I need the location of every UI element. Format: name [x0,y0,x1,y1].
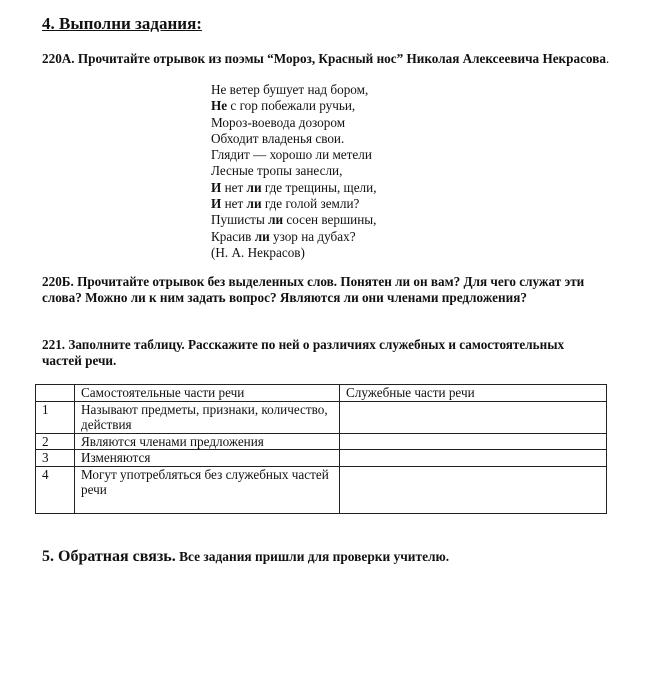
header-auxiliary-cell: Служебные части речи [340,385,607,402]
table-row [36,401,607,433]
poem-line [211,180,377,196]
parts-of-speech-table [35,384,607,514]
auxiliary-answer-cell[interactable] [340,450,607,467]
poem-bold-word: ли [268,212,284,228]
poem-bold-word: ли [246,196,262,212]
poem-line-text: (Н. А. Некрасов) [211,244,305,260]
task-220b-instruction: 220Б. Прочитайте отрывок без выделенных слов. Понятен ли он вам? Для чего служат эти слова? Можно ли к ним задать вопрос? Являются ли они членами предложения? [42,274,585,305]
poem-line-text: узор на дубах? [269,228,356,244]
poem-line-text: где трещины, щели, [261,179,377,195]
table-row [36,450,607,467]
poem-line-text: Лесные тропы занесли, [211,163,343,179]
poem-line-text: нет [221,179,247,195]
task-220a-tail: . [605,51,610,66]
poem-attribution [211,245,377,261]
row-num-cell: 3 [36,450,75,467]
task-220a-text: 220А. Прочитайте отрывок из поэмы “Мороз, Красный нос” Николая Алексеевича Некрасова [42,51,606,66]
poem-line [211,147,377,163]
poem-line-text: Мороз-воевода дозором [211,114,346,130]
poem-bold-word: Не [211,98,228,114]
independent-cell: Могут употребляться без служебных частей речи [75,466,340,513]
auxiliary-answer-cell[interactable] [340,466,607,513]
poem-line-text: Глядит — хорошо ли метели [211,147,372,163]
row-num-cell: 4 [36,466,75,513]
poem-line-text: Обходит владенья свои. [211,130,345,146]
header-num-cell [36,385,75,402]
poem-line [211,229,377,245]
poem-bold-word: И [211,179,222,195]
poem-line-text: Пушисты [211,212,269,228]
row-num-cell: 2 [36,433,75,450]
table-row [36,466,607,513]
section-4-heading: 4. Выполни задания: [42,14,202,33]
poem-line-text: Не ветер бушует над бором, [211,82,369,97]
section-5-title: 5. Обратная связь. [42,548,176,565]
poem-line [211,115,377,131]
poem-line-text: нет [221,196,247,212]
poem-line [211,131,377,147]
poem-bold-word: И [211,196,222,212]
poem-bold-word: ли [254,228,270,244]
poem-excerpt [211,82,377,261]
task-220a-instruction [42,51,612,67]
poem-line [211,98,377,114]
header-independent-cell: Самостоятельные части речи [75,385,340,402]
poem-line [211,196,377,212]
poem-line [211,163,377,179]
poem-line-text: где голой земли? [261,196,360,212]
table-row [36,433,607,450]
row-num-cell: 1 [36,401,75,433]
auxiliary-answer-cell[interactable] [340,401,607,433]
task-221-instruction: 221. Заполните таблицу. Расскажите по ней о различиях служебных и самостоятельных частей речи. [42,337,565,368]
poem-line [211,212,377,228]
auxiliary-answer-cell[interactable] [340,433,607,450]
table-header-row [36,385,607,402]
independent-cell: Изменяются [75,450,340,467]
section-5-text: Все задания пришли для проверки учителю. [175,549,450,564]
independent-cell: Называют предметы, признаки, количество, действия [75,401,340,433]
independent-cell: Являются членами предложения [75,433,340,450]
poem-line-text: сосен вершины, [283,212,377,228]
poem-line-text: Красив [211,228,255,244]
section-5-heading [42,548,449,566]
poem-line [211,82,377,98]
poem-line-text: с гор побежали ручьи, [227,98,356,114]
poem-bold-word: ли [246,179,262,195]
